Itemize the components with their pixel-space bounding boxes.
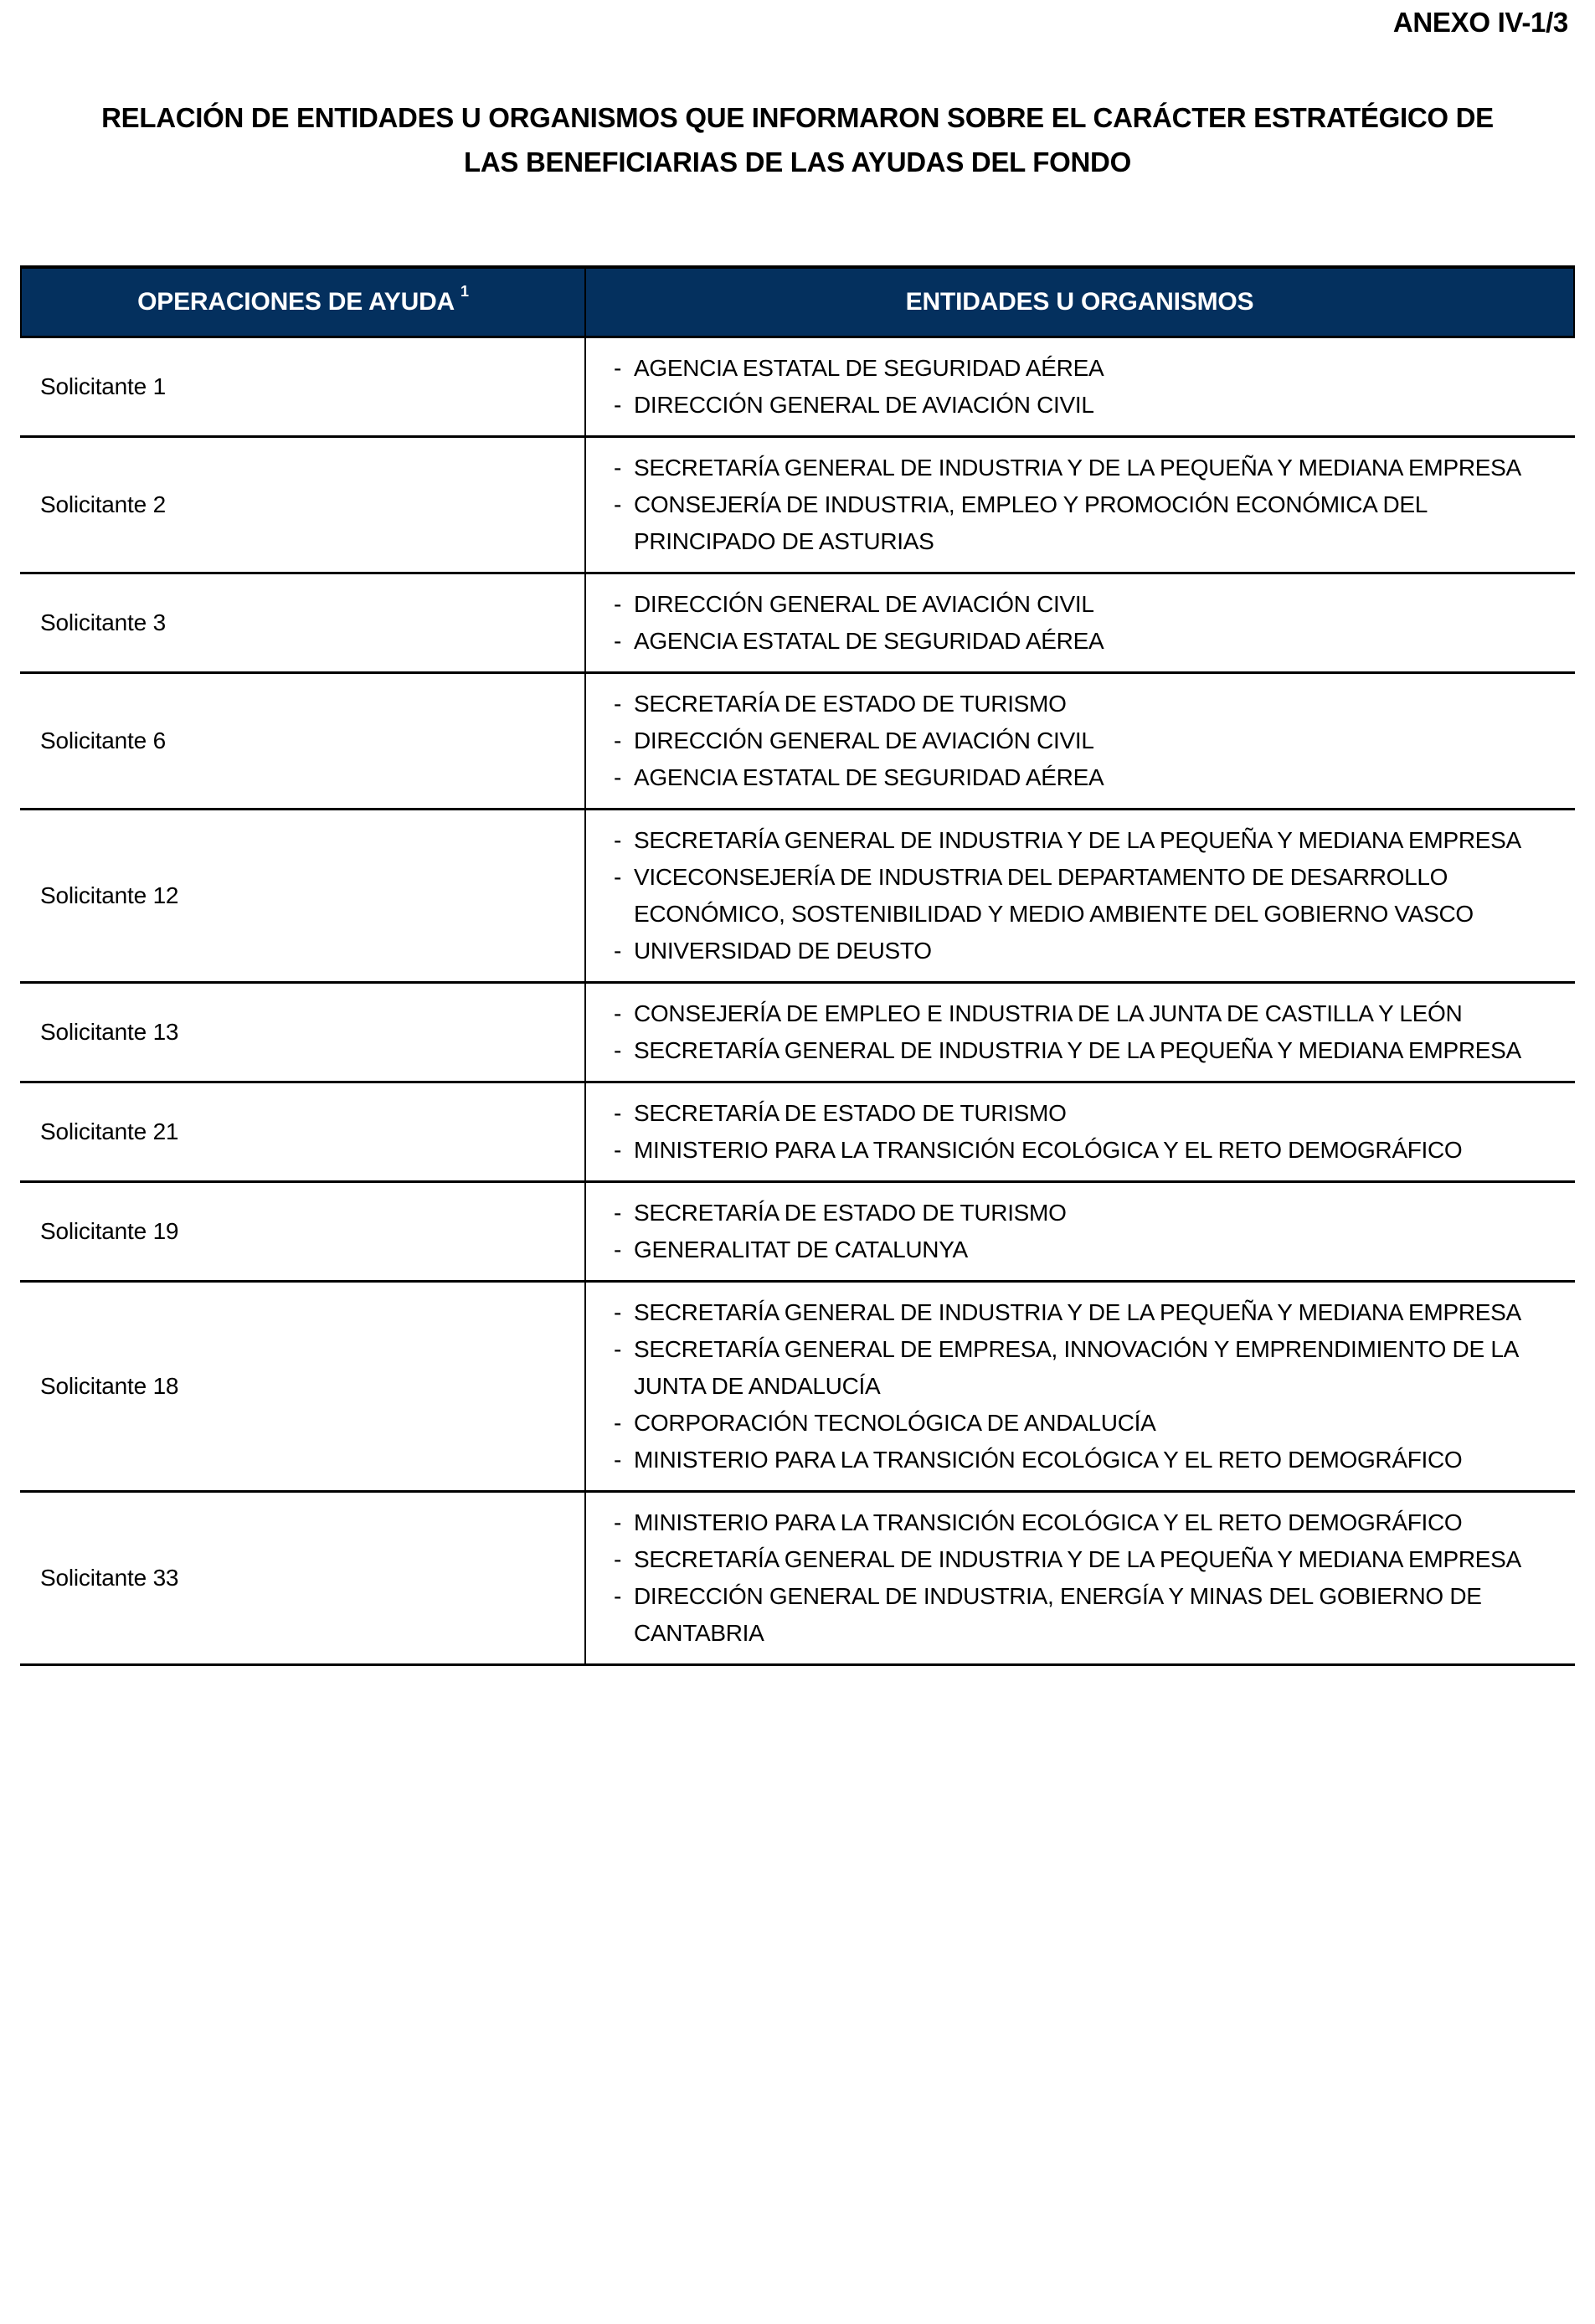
entity-name: CONSEJERÍA DE EMPLEO E INDUSTRIA DE LA JUNTA DE CASTILLA Y LEÓN xyxy=(634,1000,1463,1026)
bullet-dash: - xyxy=(614,1409,622,1436)
table-row xyxy=(20,338,1575,438)
solicitante-label: Solicitante 12 xyxy=(40,882,179,908)
solicitante-label: Solicitante 2 xyxy=(40,491,166,517)
solicitante-cell xyxy=(20,810,586,981)
entity-item xyxy=(586,1405,1535,1442)
table-row xyxy=(20,1183,1575,1283)
solicitante-label: Solicitante 3 xyxy=(40,609,166,635)
page-title: RELACIÓN DE ENTIDADES U ORGANISMOS QUE INFORMARON SOBRE EL CARÁCTER ESTRATÉGICO DE LAS BENEFICIARIAS DE LAS AYUDAS DEL FONDO xyxy=(101,102,1494,178)
bullet-dash: - xyxy=(614,1136,622,1163)
entity-name: DIRECCIÓN GENERAL DE INDUSTRIA, ENERGÍA Y MINAS DEL GOBIERNO DE CANTABRIA xyxy=(634,1582,1482,1646)
solicitante-cell xyxy=(20,438,586,572)
bullet-dash: - xyxy=(614,1545,622,1572)
solicitante-cell xyxy=(20,1283,586,1490)
bullet-dash: - xyxy=(614,1582,622,1609)
entity-item xyxy=(586,1504,1535,1541)
table-row xyxy=(20,1283,1575,1493)
entities-table xyxy=(20,265,1575,1666)
solicitante-cell xyxy=(20,984,586,1081)
entity-name: UNIVERSIDAD DE DEUSTO xyxy=(634,937,932,964)
entity-item xyxy=(586,1578,1535,1652)
entity-name: SECRETARÍA GENERAL DE EMPRESA, INNOVACIÓN Y EMPRENDIMIENTO DE LA JUNTA DE ANDALUCÍA xyxy=(634,1335,1518,1399)
bullet-dash: - xyxy=(614,1509,622,1535)
entity-name: SECRETARÍA GENERAL DE INDUSTRIA Y DE LA PEQUEÑA Y MEDIANA EMPRESA xyxy=(634,826,1521,853)
entity-item xyxy=(586,1231,1535,1268)
table-row xyxy=(20,984,1575,1083)
entity-name: DIRECCIÓN GENERAL DE AVIACIÓN CIVIL xyxy=(634,391,1094,418)
entity-item xyxy=(586,822,1535,859)
bullet-dash: - xyxy=(614,391,622,418)
entity-name: SECRETARÍA GENERAL DE INDUSTRIA Y DE LA PEQUEÑA Y MEDIANA EMPRESA xyxy=(634,1545,1521,1572)
entidades-cell xyxy=(586,1493,1575,1663)
entity-item xyxy=(586,1032,1535,1069)
entity-name: AGENCIA ESTATAL DE SEGURIDAD AÉREA xyxy=(634,764,1104,790)
entity-item xyxy=(586,586,1535,623)
entidades-cell xyxy=(586,338,1575,435)
entidades-cell xyxy=(586,574,1575,671)
bullet-dash: - xyxy=(614,1335,622,1362)
solicitante-cell xyxy=(20,1083,586,1180)
table-row xyxy=(20,1083,1575,1183)
entity-name: SECRETARÍA DE ESTADO DE TURISMO xyxy=(634,690,1067,717)
solicitante-cell xyxy=(20,1493,586,1663)
entity-name: SECRETARÍA GENERAL DE INDUSTRIA Y DE LA PEQUEÑA Y MEDIANA EMPRESA xyxy=(634,1298,1521,1325)
bullet-dash: - xyxy=(614,590,622,617)
bullet-dash: - xyxy=(614,1036,622,1063)
entidades-cell xyxy=(586,438,1575,572)
entity-item xyxy=(586,686,1535,722)
entity-name: VICECONSEJERÍA DE INDUSTRIA DEL DEPARTAMENTO DE DESARROLLO ECONÓMICO, SOSTENIBILIDAD Y MEDIO AMBIENTE DEL GOBIERNO VASCO xyxy=(634,863,1474,927)
solicitante-label: Solicitante 21 xyxy=(40,1118,179,1144)
bullet-dash: - xyxy=(614,491,622,517)
solicitante-cell xyxy=(20,674,586,808)
table-row xyxy=(20,674,1575,810)
solicitante-label: Solicitante 6 xyxy=(40,727,166,753)
bullet-dash: - xyxy=(614,1236,622,1262)
entity-item xyxy=(586,1541,1535,1578)
annex-label: ANEXO IV-1/3 xyxy=(1392,7,1568,38)
bullet-dash: - xyxy=(614,690,622,717)
entity-item xyxy=(586,1132,1535,1169)
entity-name: CONSEJERÍA DE INDUSTRIA, EMPLEO Y PROMOCIÓN ECONÓMICA DEL PRINCIPADO DE ASTURIAS xyxy=(634,491,1428,554)
entity-item xyxy=(586,933,1535,969)
solicitante-cell xyxy=(20,338,586,435)
solicitante-label: Solicitante 1 xyxy=(40,373,166,399)
entity-name: DIRECCIÓN GENERAL DE AVIACIÓN CIVIL xyxy=(634,590,1094,617)
entity-name: MINISTERIO PARA LA TRANSICIÓN ECOLÓGICA Y EL RETO DEMOGRÁFICO xyxy=(634,1509,1463,1535)
solicitante-label: Solicitante 18 xyxy=(40,1372,179,1399)
entity-item xyxy=(586,995,1535,1032)
entity-item xyxy=(586,387,1535,424)
entity-name: CORPORACIÓN TECNOLÓGICA DE ANDALUCÍA xyxy=(634,1409,1156,1436)
entity-item xyxy=(586,1195,1535,1231)
entidades-cell xyxy=(586,1283,1575,1490)
entity-name: SECRETARÍA DE ESTADO DE TURISMO xyxy=(634,1199,1067,1226)
column-header-operaciones xyxy=(22,269,586,336)
entity-item xyxy=(586,1331,1535,1405)
column-header-entidades xyxy=(586,269,1573,336)
entidades-cell xyxy=(586,1183,1575,1280)
table-body xyxy=(20,338,1575,1666)
footnote-marker: 1 xyxy=(460,282,469,300)
bullet-dash: - xyxy=(614,627,622,654)
solicitante-label: Solicitante 13 xyxy=(40,1018,179,1045)
entity-name: SECRETARÍA GENERAL DE INDUSTRIA Y DE LA PEQUEÑA Y MEDIANA EMPRESA xyxy=(634,1036,1521,1063)
entity-item xyxy=(586,486,1535,560)
table-row xyxy=(20,574,1575,674)
entity-name: SECRETARÍA DE ESTADO DE TURISMO xyxy=(634,1099,1067,1126)
bullet-dash: - xyxy=(614,1199,622,1226)
entity-name: DIRECCIÓN GENERAL DE AVIACIÓN CIVIL xyxy=(634,727,1094,753)
entity-name: MINISTERIO PARA LA TRANSICIÓN ECOLÓGICA Y EL RETO DEMOGRÁFICO xyxy=(634,1446,1463,1473)
entidades-cell xyxy=(586,1083,1575,1180)
entity-item xyxy=(586,859,1535,933)
solicitante-label: Solicitante 19 xyxy=(40,1217,179,1244)
entity-name: SECRETARÍA GENERAL DE INDUSTRIA Y DE LA PEQUEÑA Y MEDIANA EMPRESA xyxy=(634,454,1521,481)
entity-item xyxy=(586,759,1535,796)
entity-item xyxy=(586,722,1535,759)
table-row xyxy=(20,438,1575,574)
entity-item xyxy=(586,1095,1535,1132)
solicitante-cell xyxy=(20,574,586,671)
bullet-dash: - xyxy=(614,354,622,381)
bullet-dash: - xyxy=(614,826,622,853)
entity-name: AGENCIA ESTATAL DE SEGURIDAD AÉREA xyxy=(634,627,1104,654)
entity-item xyxy=(586,1294,1535,1331)
entity-item xyxy=(586,350,1535,387)
entity-item xyxy=(586,450,1535,486)
bullet-dash: - xyxy=(614,863,622,890)
bullet-dash: - xyxy=(614,1099,622,1126)
bullet-dash: - xyxy=(614,1000,622,1026)
entity-name: GENERALITAT DE CATALUNYA xyxy=(634,1236,968,1262)
entity-item xyxy=(586,623,1535,660)
bullet-dash: - xyxy=(614,764,622,790)
table-row xyxy=(20,810,1575,984)
table-row xyxy=(20,1493,1575,1666)
bullet-dash: - xyxy=(614,937,622,964)
bullet-dash: - xyxy=(614,1446,622,1473)
column-header-entidades-label: ENTIDADES U ORGANISMOS xyxy=(905,287,1254,316)
bullet-dash: - xyxy=(614,727,622,753)
entity-item xyxy=(586,1442,1535,1478)
entidades-cell xyxy=(586,810,1575,981)
column-header-operaciones-label: OPERACIONES DE AYUDA xyxy=(137,287,455,316)
entity-name: AGENCIA ESTATAL DE SEGURIDAD AÉREA xyxy=(634,354,1104,381)
entidades-cell xyxy=(586,674,1575,808)
solicitante-cell xyxy=(20,1183,586,1280)
bullet-dash: - xyxy=(614,454,622,481)
table-header-row xyxy=(20,269,1575,338)
solicitante-label: Solicitante 33 xyxy=(40,1564,179,1591)
bullet-dash: - xyxy=(614,1298,622,1325)
entidades-cell xyxy=(586,984,1575,1081)
entity-name: MINISTERIO PARA LA TRANSICIÓN ECOLÓGICA Y EL RETO DEMOGRÁFICO xyxy=(634,1136,1463,1163)
